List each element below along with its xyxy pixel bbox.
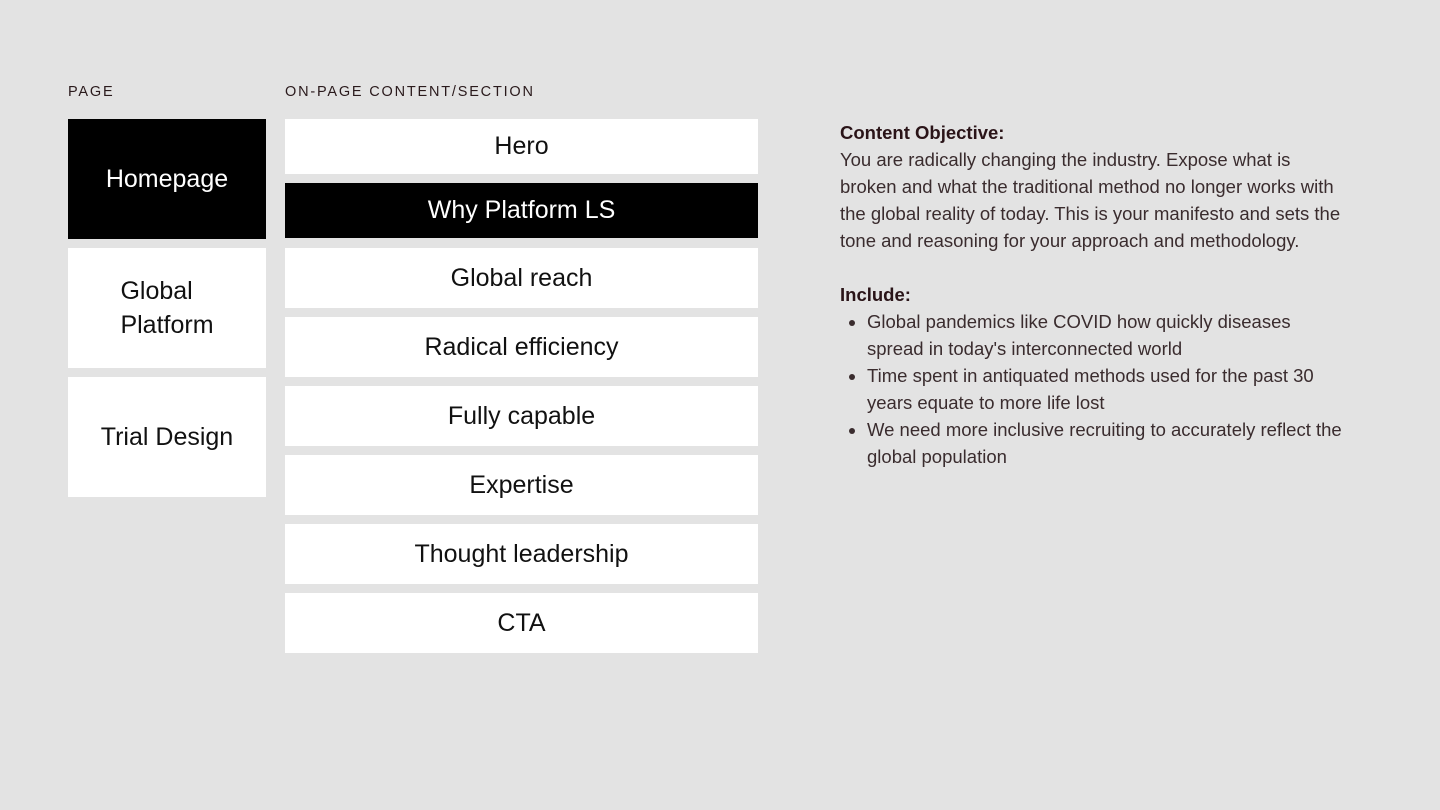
section-card-label: Expertise [469, 470, 574, 499]
section-card-hero[interactable] [285, 119, 758, 174]
section-card-why-platform-ls[interactable] [285, 183, 758, 238]
page-card-label: Homepage [105, 165, 229, 193]
section-card-radical-efficiency[interactable] [285, 317, 758, 377]
section-card-label: Thought leadership [414, 539, 629, 568]
section-card-label: Fully capable [447, 401, 596, 430]
include-list-item: • Global pandemics like COVID how quickly diseases spread in today's interconnected world [867, 308, 1350, 362]
section-details-panel [840, 119, 1350, 470]
section-card-cta[interactable] [285, 593, 758, 653]
page-card-label [120, 274, 213, 342]
page-card-label: Trial Design [100, 423, 234, 451]
section-card-label: CTA [497, 608, 546, 637]
section-card-label: Hero [494, 132, 549, 160]
page-column-heading: PAGE [68, 84, 115, 100]
page-card-homepage[interactable] [68, 119, 266, 239]
section-card-label: Why Platform LS [427, 196, 616, 224]
content-objective-label: Content Objective: [840, 122, 1005, 143]
section-card-fully-capable[interactable] [285, 386, 758, 446]
section-column-heading: ON-PAGE CONTENT/SECTION [285, 84, 535, 100]
section-card-thought-leadership[interactable] [285, 524, 758, 584]
include-label: Include: [840, 284, 911, 305]
page-card-global-platform[interactable] [68, 248, 266, 368]
content-objective-text: You are radically changing the industry. Expose what is broken and what the traditional method no longer works with the global reality of today. This is your manifesto and sets the tone and reasoning for your approach and methodology. [840, 149, 1341, 251]
section-card-label: Radical efficiency [424, 332, 619, 361]
page-card-label-line: Platform [120, 311, 214, 339]
include-list-item: • Time spent in antiquated methods used for the past 30 years equate to more life lost [867, 362, 1350, 416]
section-card-expertise[interactable] [285, 455, 758, 515]
section-card-label: Global reach [450, 263, 593, 292]
include-list [840, 308, 1350, 470]
page-card-label-line: Global [120, 277, 193, 305]
include-list-item: • We need more inclusive recruiting to accurately reflect the global population [867, 416, 1350, 470]
details-spacer [840, 254, 1350, 281]
page-card-trial-design[interactable] [68, 377, 266, 497]
section-card-global-reach[interactable] [285, 248, 758, 308]
